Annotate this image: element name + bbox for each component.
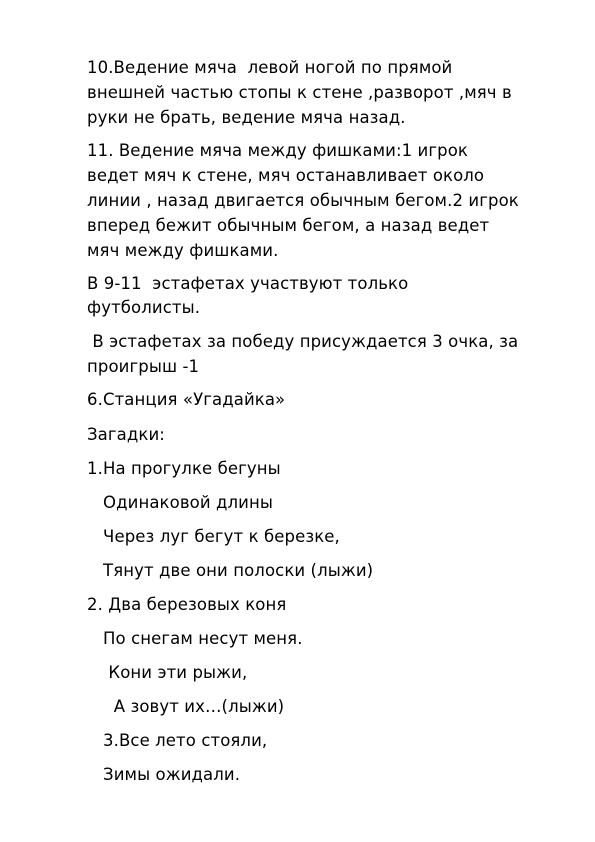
paragraph-10-line-2: внешней частью стопы к стене ,разворот ,мяч в xyxy=(87,83,512,102)
paragraph-11-line-2: ведет мяч к стене, мяч останавливает около xyxy=(87,166,485,185)
paragraph-11-line-5: мяч между фишками. xyxy=(87,241,279,260)
paragraph-11-line-4: вперед бежит обычным бегом, а назад ведет xyxy=(87,216,490,235)
relay-note-line-2: футболисты. xyxy=(87,298,201,317)
riddle-line-6: По снегам несут меня. xyxy=(87,629,303,648)
riddle-line-5: 2. Два березовых коня xyxy=(87,595,287,614)
riddle-line-8: А зовут их…(лыжи) xyxy=(87,697,285,716)
paragraph-11-line-3: линии , назад двигается обычным бегом.2 игрок xyxy=(87,191,519,210)
riddle-line-2: Одинаковой длины xyxy=(87,493,273,512)
paragraph-11-line-1: 11. Ведение мяча между фишками:1 игрок xyxy=(87,141,468,160)
points-note-line-1: В эстафетах за победу присуждается 3 очка, за xyxy=(87,332,519,351)
riddle-line-1: 1.На прогулке бегуны xyxy=(87,459,281,478)
riddle-line-10: Зимы ожидали. xyxy=(87,765,241,784)
relay-note-line-1: В 9-11 эстафетах участвуют только xyxy=(87,274,409,293)
points-note-line-2: проигрыш -1 xyxy=(87,357,200,376)
riddle-line-4: Тянут две они полоски (лыжи) xyxy=(87,561,374,580)
paragraph-10-line-1: 10.Ведение мяча левой ногой по прямой xyxy=(87,58,453,77)
riddle-line-9: 3.Все лето стояли, xyxy=(87,731,268,750)
riddle-line-3: Через луг бегут к березке, xyxy=(87,527,340,546)
riddles-heading: Загадки: xyxy=(87,425,165,444)
riddle-line-7: Кони эти рыжи, xyxy=(87,663,248,682)
station-title: 6.Станция «Угадайка» xyxy=(87,390,286,409)
paragraph-10-line-3: руки не брать, ведение мяча назад. xyxy=(87,108,406,127)
